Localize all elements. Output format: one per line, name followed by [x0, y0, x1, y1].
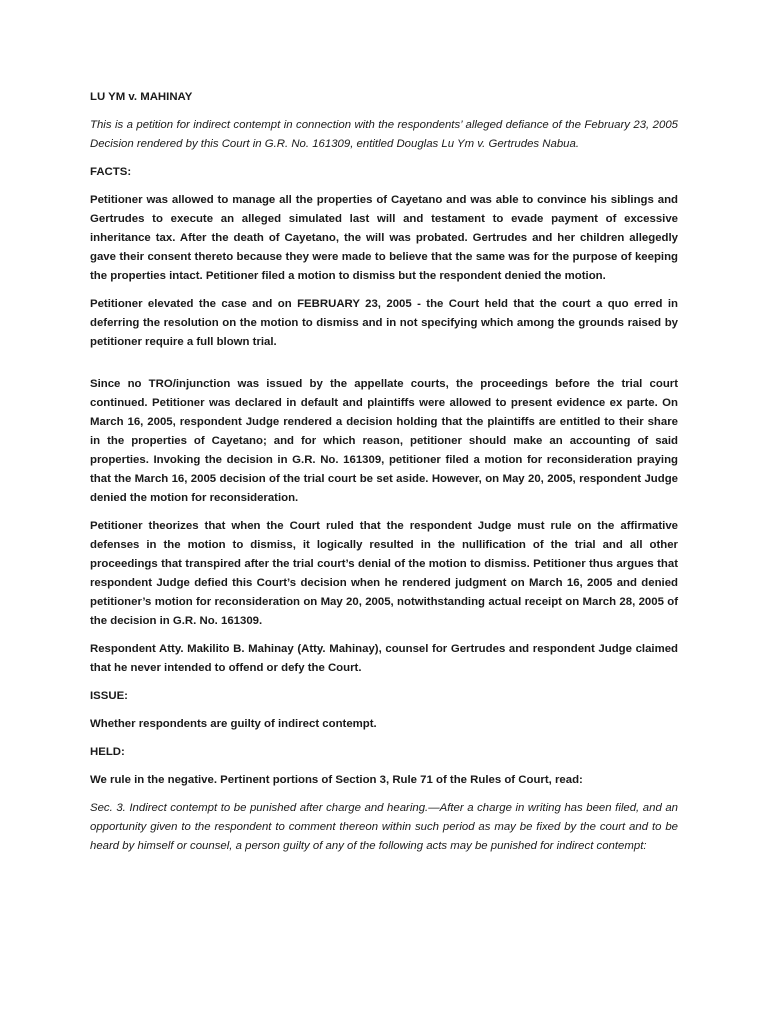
issue-heading: ISSUE: — [90, 690, 128, 702]
issue-text: Whether respondents are guilty of indirect contempt. — [90, 718, 377, 730]
document-page — [90, 88, 678, 865]
held-text: We rule in the negative. Pertinent portions of Section 3, Rule 71 of the Rules of Court, read: — [90, 774, 583, 786]
held-heading: HELD: — [90, 746, 125, 758]
facts-paragraph-1: Petitioner was allowed to manage all the properties of Cayetano and was able to convince his siblings and Gertrudes to execute an alleged simulated last will and testament to evade payment of excessive inheritance tax. After the death of Cayetano, the will was probated. Gertrudes and her children allegedly gave their consent thereto because they were made to believe that the same was for the purpose of keeping the properties intact. Petitioner filed a motion to dismiss but the respondent denied the motion. — [90, 194, 678, 282]
facts-heading: FACTS: — [90, 166, 132, 178]
facts-paragraph-2: Petitioner elevated the case and on FEBRUARY 23, 2005 - the Court held that the court a quo erred in deferring the resolution on the motion to dismiss and in not specifying which among the grounds raised by petitioner require a full blown trial. — [90, 298, 678, 348]
facts-paragraph-4: Petitioner theorizes that when the Court ruled that the respondent Judge must rule on the affirmative defenses in the motion to dismiss, it logically resulted in the nullification of the trial and all other proceedings that transpired after the trial court’s denial of the motion to dismiss. Petitioner thus argues that respondent Judge defied this Court’s decision when he rendered judgment on March 16, 2005 and denied petitioner’s motion for reconsideration on May 20, 2005, notwithstanding actual receipt on March 28, 2005 of the decision in G.R. No. 161309. — [90, 520, 678, 627]
facts-paragraph-3: Since no TRO/injunction was issued by the appellate courts, the proceedings before the trial court continued. Petitioner was declared in default and plaintiffs were allowed to present evidence ex parte. On March 16, 2005, respondent Judge rendered a decision holding that the plaintiffs are entitled to their share in the properties of Cayetano; and for which reason, petitioner should make an accounting of said properties. Invoking the decision in G.R. No. 161309, petitioner filed a motion for reconsideration praying that the March 16, 2005 decision of the trial court be set aside. However, on May 20, 2005, respondent Judge denied the motion for reconsideration. — [90, 378, 678, 504]
rule-quote: Sec. 3. Indirect contempt to be punished after charge and hearing.—After a charge in writing has been filed, and an opportunity given to the respondent to comment thereon within such period as may be fixed by the court and to be heard by himself or counsel, a person guilty of any of the following acts may be punished for indirect contempt: — [90, 802, 678, 852]
intro-paragraph: This is a petition for indirect contempt in connection with the respondents’ alleged defiance of the February 23, 2005 Decision rendered by this Court in G.R. No. 161309, entitled Douglas Lu Ym v. Gertrudes Nabua. — [90, 119, 678, 150]
case-title: LU YM v. MAHINAY — [90, 91, 193, 103]
facts-paragraph-5: Respondent Atty. Makilito B. Mahinay (Atty. Mahinay), counsel for Gertrudes and respondent Judge claimed that he never intended to offend or defy the Court. — [90, 643, 678, 674]
